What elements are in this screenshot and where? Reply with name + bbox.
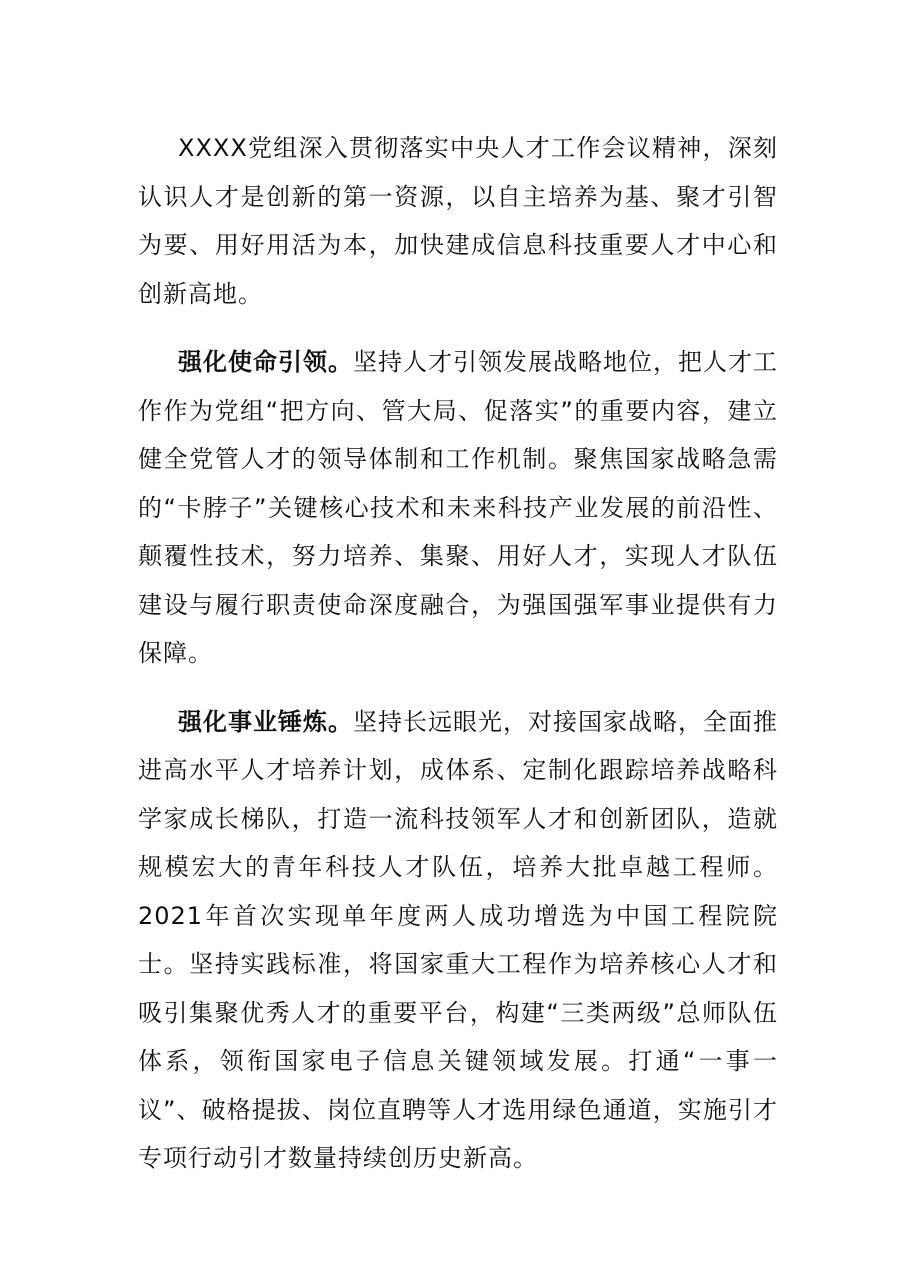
paragraph-text: 坚持长远眼光，对接国家战略，全面推进高水平人才培养计划，成体系、定制化跟踪培养战略科学家成长梯队，打造一流科技领军人才和创新团队，造就规模宏大的青年科技人才队伍，培养大批卓越工程师。2021年首次实现单年度两人成功增选为中国工程院院士。坚持实践标准，将国家重大工程作为培养核心人才和吸引集聚优秀人才的重要平台，构建“三类两级”总师队伍体系，领衔国家电子信息关键领域发展。打通“一事一议”、破格提拔、岗位直聘等人才选用绿色通道，实施引才专项行动引才数量持续创历史新高。: [138, 707, 778, 1172]
paragraph-career: [138, 698, 778, 1183]
paragraph-lead: 强化事业锤炼。: [178, 707, 353, 736]
document-body: [138, 124, 778, 1183]
paragraph-text: 坚持人才引领发展战略地位，把人才工作作为党组“把方向、管大局、促落实”的重要内容，建立健全党管人才的领导体制和工作机制。聚焦国家战略急需的“卡脖子”关键核心技术和未来科技产业发展的前沿性、颠覆性技术，努力培养、集聚、用好人才，实现人才队伍建设与履行职责使命深度融合，为强国强军事业提供有力保障。: [138, 348, 778, 667]
paragraph-text: XXXX党组深入贯彻落实中央人才工作会议精神，深刻认识人才是创新的第一资源，以自主培养为基、聚才引智为要、用好用活为本，加快建成信息科技重要人才中心和创新高地。: [138, 134, 778, 308]
paragraph-lead: 强化使命引领。: [178, 348, 353, 376]
paragraph-mission: [138, 338, 778, 678]
paragraph-intro: [138, 124, 778, 318]
